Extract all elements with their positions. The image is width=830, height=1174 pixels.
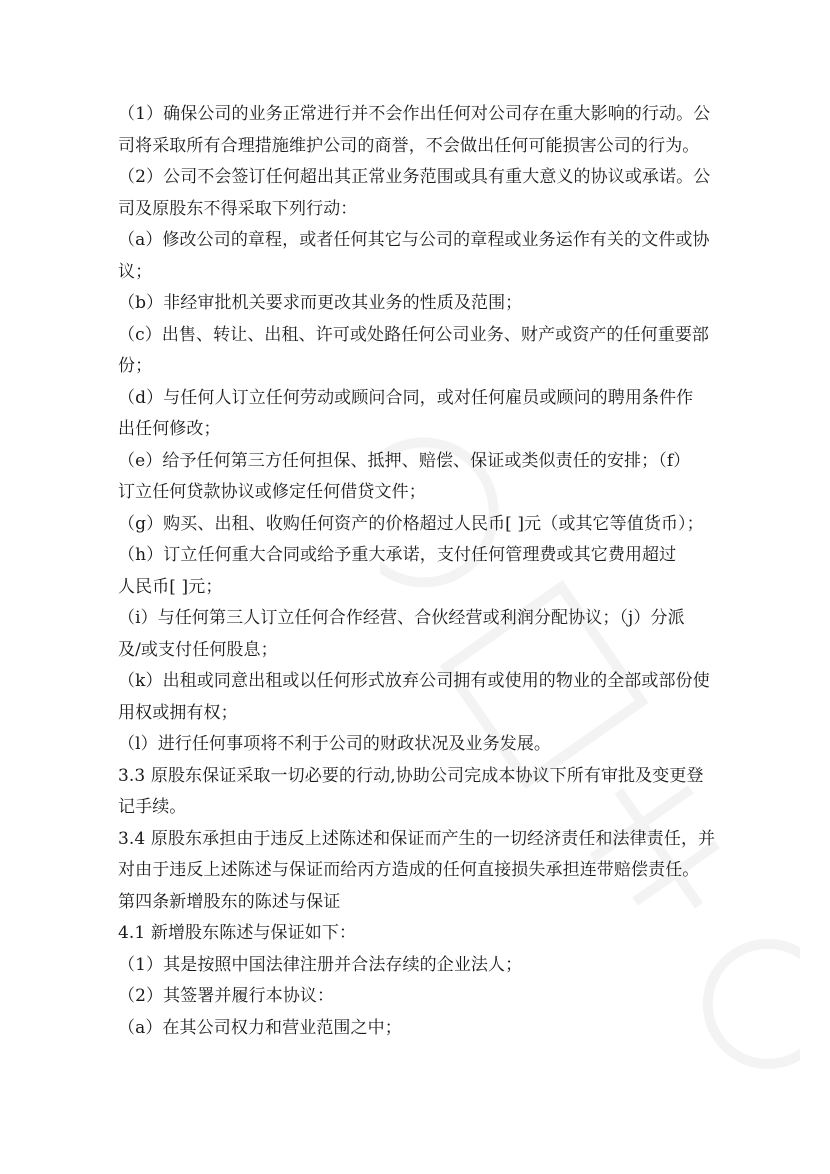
text-line: 对由于违反上述陈述与保证而给丙方造成的任何直接损失承担连带赔偿责任。 (118, 860, 700, 880)
document-body (118, 99, 718, 1044)
text-line: （k）出租或同意出租或以任何形式放弃公司拥有或使用的物业的全部或部份使 (118, 671, 710, 691)
text-line: （e）给予任何第三方任何担保、抵押、赔偿、保证或类似责任的安排；（f） (118, 450, 691, 471)
text-line: （l）进行任何事项将不利于公司的财政状况及业务发展。 (118, 734, 552, 754)
text-line: 记手续。 (118, 797, 187, 817)
text-line: 用权或拥有权； (118, 702, 238, 723)
text-line: （i）与任何第三人订立任何合作经营、合伙经营或利润分配协议；（j）分派 (118, 608, 685, 628)
text-line: 订立任何贷款协议或修定任何借贷文件； (118, 482, 426, 502)
text-line: （c）出售、转让、出租、许可或处路任何公司业务、财产或资产的任何重要部 (118, 324, 710, 345)
text-line: 司将采取所有合理措施维护公司的商誉，不会做出任何可能损害公司的行为。 (118, 135, 700, 156)
text-line: （a）修改公司的章程，或者任何其它与公司的章程或业务运作有关的文件或协 (118, 230, 710, 250)
text-line: 司及原股东不得采取下列行动： (118, 198, 358, 219)
text-line: 3.3 原股东保证采取一切必要的行动,协助公司完成本协议下所有审批及变更登 (118, 765, 704, 786)
text-line: （g）购买、出租、收购任何资产的价格超过人民币[ ]元（或其它等值货币）； (118, 513, 704, 534)
text-line: （1）其是按照中国法律注册并合法存续的企业法人； (118, 954, 523, 975)
text-line: （d）与任何人订立任何劳动或顾问合同，或对任何雇员或顾问的聘用条件作 (118, 387, 694, 408)
text-line: （2）其签署并履行本协议： (118, 986, 335, 1006)
text-line: （a）在其公司权力和营业范围之中； (118, 1017, 402, 1038)
text-line: 出任何修改； (118, 419, 221, 439)
text-line: 议； (118, 261, 153, 282)
section-heading: 第四条新增股东的陈述与保证 (118, 891, 341, 912)
text-line: （1）确保公司的业务正常进行并不会作出任何对公司存在重大影响的行动。公 (118, 104, 711, 124)
text-line: （2）公司不会签订任何超出其正常业务范围或具有重大意义的协议或承诺。公 (118, 167, 711, 187)
text-line: （h）订立任何重大合同或给予重大承诺，支付任何管理费或其它费用超过 (118, 545, 677, 565)
text-line: 人民币[ ]元； (118, 576, 223, 597)
text-line: 4.1 新增股东陈述与保证如下： (118, 923, 357, 943)
text-line: 份； (118, 356, 153, 376)
text-line: （b）非经审批机关要求而更改其业务的性质及范围； (118, 293, 523, 313)
text-line: 及/或支付任何股息； (118, 639, 278, 660)
text-line: 3.4 原股东承担由于违反上述陈述和保证而产生的一切经济责任和法律责任，并 (118, 828, 716, 849)
